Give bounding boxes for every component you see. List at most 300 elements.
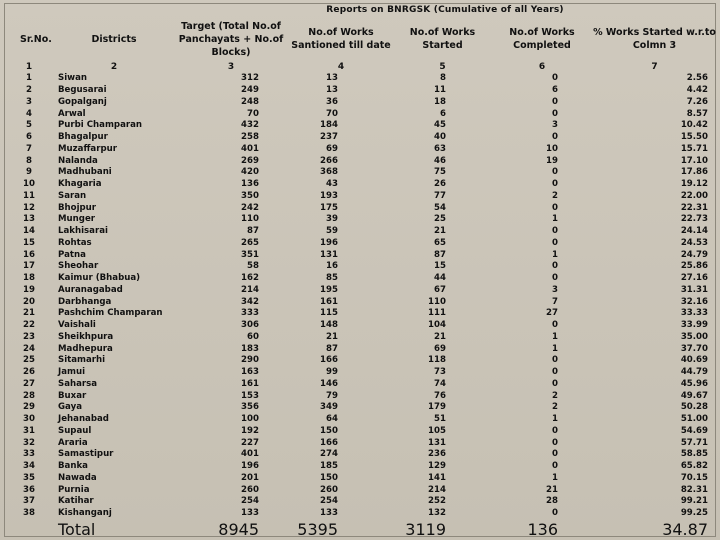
- cell-district: Patna: [58, 249, 86, 260]
- cell-completed: 0: [552, 132, 558, 143]
- col-number: 2: [110, 62, 118, 72]
- cell-sanctioned: 175: [320, 202, 338, 213]
- table-row: [4, 449, 716, 461]
- cell-sr-no: 18: [23, 273, 35, 284]
- cell-completed: 0: [552, 261, 558, 272]
- cell-district: Begusarai: [58, 85, 107, 96]
- cell-completed: 0: [552, 179, 558, 190]
- cell-pct-started: 35.00: [680, 331, 708, 342]
- cell-started: 76: [434, 390, 446, 401]
- cell-completed: 0: [552, 378, 558, 389]
- total-pct: 34.87: [662, 519, 708, 539]
- cell-sanctioned: 150: [320, 425, 338, 436]
- table-body: [4, 73, 716, 520]
- cell-sanctioned: 131: [320, 249, 338, 260]
- total-completed: 136: [527, 519, 558, 539]
- table-row: [4, 97, 716, 109]
- cell-target: 163: [241, 367, 259, 378]
- cell-sanctioned: 166: [320, 355, 338, 366]
- cell-pct-started: 19.12: [680, 179, 708, 190]
- cell-pct-started: 32.16: [680, 296, 708, 307]
- cell-started: 77: [434, 190, 446, 201]
- cell-district: Lakhisarai: [58, 226, 108, 237]
- cell-sanctioned: 254: [320, 496, 338, 507]
- cell-sanctioned: 13: [326, 85, 338, 96]
- cell-sr-no: 19: [23, 284, 35, 295]
- cell-sr-no: 6: [26, 132, 32, 143]
- cell-completed: 1: [552, 331, 558, 342]
- cell-sr-no: 33: [23, 449, 35, 460]
- cell-sanctioned: 184: [320, 120, 338, 131]
- cell-target: 356: [241, 402, 259, 413]
- cell-completed: 6: [552, 85, 558, 96]
- table-row: [4, 437, 716, 449]
- cell-started: 46: [434, 155, 446, 166]
- cell-completed: 19: [546, 155, 558, 166]
- cell-district: Katihar: [58, 496, 94, 507]
- cell-pct-started: 54.69: [680, 425, 708, 436]
- header-districts: Districts: [91, 33, 137, 45]
- cell-completed: 0: [552, 96, 558, 107]
- cell-pct-started: 25.86: [680, 261, 708, 272]
- cell-target: 133: [241, 508, 259, 519]
- cell-completed: 0: [552, 273, 558, 284]
- cell-completed: 3: [552, 120, 558, 131]
- cell-district: Auranagabad: [58, 284, 123, 295]
- cell-sanctioned: 166: [320, 437, 338, 448]
- cell-district: Buxar: [58, 390, 87, 401]
- cell-completed: 0: [552, 73, 558, 84]
- cell-district: Pashchim Champaran: [58, 308, 163, 319]
- cell-pct-started: 22.31: [680, 202, 708, 213]
- cell-sr-no: 24: [23, 343, 35, 354]
- cell-sanctioned: 185: [320, 461, 338, 472]
- cell-pct-started: 45.96: [680, 378, 708, 389]
- table-row: [4, 120, 716, 132]
- cell-started: 75: [434, 167, 446, 178]
- header-pct-started: % Works Started w.r.to Colmn 3: [593, 27, 716, 51]
- cell-started: 21: [434, 226, 446, 237]
- table-row: [4, 296, 716, 308]
- table-row: [4, 379, 716, 391]
- cell-completed: 0: [552, 355, 558, 366]
- bnrgsk-report-table: [4, 3, 716, 539]
- cell-pct-started: 49.67: [680, 390, 708, 401]
- cell-target: 254: [241, 496, 259, 507]
- header-row: [4, 17, 716, 61]
- cell-sanctioned: 39: [326, 214, 338, 225]
- cell-completed: 21: [546, 484, 558, 495]
- cell-target: 58: [247, 261, 259, 272]
- col-number: 5: [439, 62, 446, 72]
- cell-started: 141: [428, 472, 446, 483]
- cell-started: 214: [428, 484, 446, 495]
- cell-sanctioned: 59: [326, 226, 338, 237]
- cell-sanctioned: 150: [320, 472, 338, 483]
- cell-district: Darbhanga: [58, 296, 112, 307]
- cell-started: 74: [434, 378, 446, 389]
- cell-district: Bhagalpur: [58, 132, 108, 143]
- cell-target: 196: [241, 461, 259, 472]
- cell-sr-no: 23: [23, 331, 35, 342]
- cell-completed: 0: [552, 167, 558, 178]
- cell-sanctioned: 79: [326, 390, 338, 401]
- cell-target: 192: [241, 425, 259, 436]
- cell-district: Purnia: [58, 484, 90, 495]
- cell-target: 432: [241, 120, 259, 131]
- table-row: [4, 249, 716, 261]
- table-row: [4, 285, 716, 297]
- cell-district: Madhepura: [58, 343, 113, 354]
- cell-pct-started: 37.70: [680, 343, 708, 354]
- total-started: 3119: [405, 519, 446, 539]
- cell-pct-started: 44.79: [680, 367, 708, 378]
- cell-sanctioned: 196: [320, 237, 338, 248]
- cell-started: 45: [434, 120, 446, 131]
- cell-sanctioned: 99: [326, 367, 338, 378]
- cell-completed: 7: [552, 296, 558, 307]
- cell-sr-no: 5: [26, 120, 32, 131]
- cell-completed: 2: [552, 390, 558, 401]
- cell-sr-no: 34: [23, 461, 35, 472]
- cell-sr-no: 3: [26, 96, 32, 107]
- cell-target: 260: [241, 484, 259, 495]
- cell-started: 132: [428, 508, 446, 519]
- table-row: [4, 367, 716, 379]
- cell-started: 18: [434, 96, 446, 107]
- cell-started: 111: [428, 308, 446, 319]
- cell-pct-started: 22.00: [680, 190, 708, 201]
- cell-sanctioned: 146: [320, 378, 338, 389]
- table-row: [4, 273, 716, 285]
- cell-started: 87: [434, 249, 446, 260]
- cell-started: 6: [440, 108, 446, 119]
- cell-target: 248: [241, 96, 259, 107]
- cell-pct-started: 33.99: [680, 320, 708, 331]
- cell-district: Jehanabad: [58, 414, 109, 425]
- cell-started: 236: [428, 449, 446, 460]
- col-number: 4: [337, 62, 345, 72]
- cell-target: 161: [241, 378, 259, 389]
- col-number: 7: [651, 62, 658, 72]
- cell-completed: 10: [546, 143, 558, 154]
- cell-sr-no: 22: [23, 320, 35, 331]
- cell-sr-no: 28: [23, 390, 35, 401]
- cell-target: 60: [247, 331, 259, 342]
- cell-pct-started: 10.42: [680, 120, 708, 131]
- cell-target: 136: [241, 179, 259, 190]
- cell-pct-started: 99.25: [680, 508, 708, 519]
- table-row: [4, 202, 716, 214]
- cell-sr-no: 9: [26, 167, 32, 178]
- cell-district: Khagaria: [58, 179, 102, 190]
- cell-pct-started: 57.71: [680, 437, 708, 448]
- cell-started: 105: [428, 425, 446, 436]
- cell-sr-no: 13: [23, 214, 35, 225]
- cell-started: 26: [434, 179, 446, 190]
- table-row: [4, 167, 716, 179]
- cell-started: 67: [434, 284, 446, 295]
- cell-sr-no: 29: [23, 402, 35, 413]
- cell-target: 100: [241, 414, 259, 425]
- cell-pct-started: 17.10: [680, 155, 708, 166]
- cell-district: Nawada: [58, 472, 97, 483]
- cell-district: Sheohar: [58, 261, 99, 272]
- cell-sr-no: 4: [26, 108, 32, 119]
- cell-sanctioned: 87: [326, 343, 338, 354]
- cell-district: Arwal: [58, 108, 86, 119]
- cell-started: 8: [440, 73, 446, 84]
- cell-pct-started: 40.69: [680, 355, 708, 366]
- table-row: [4, 343, 716, 355]
- cell-sr-no: 11: [23, 190, 35, 201]
- cell-sr-no: 25: [23, 355, 35, 366]
- cell-target: 420: [241, 167, 259, 178]
- cell-pct-started: 8.57: [686, 108, 708, 119]
- cell-sanctioned: 36: [326, 96, 338, 107]
- cell-completed: 0: [552, 437, 558, 448]
- cell-district: Munger: [58, 214, 96, 225]
- table-row: [4, 214, 716, 226]
- table-row: [4, 108, 716, 120]
- cell-started: 118: [428, 355, 446, 366]
- table-row: [4, 73, 716, 85]
- cell-sanctioned: 237: [320, 132, 338, 143]
- cell-completed: 0: [552, 237, 558, 248]
- cell-district: Gaya: [58, 402, 82, 413]
- total-target: 8945: [218, 519, 259, 539]
- report-title-row: [4, 3, 716, 17]
- header-completed: No.of Works Completed: [509, 27, 575, 51]
- cell-pct-started: 99.21: [680, 496, 708, 507]
- cell-completed: 1: [552, 214, 558, 225]
- cell-pct-started: 31.31: [680, 284, 708, 295]
- cell-sanctioned: 260: [320, 484, 338, 495]
- cell-pct-started: 2.56: [686, 73, 708, 84]
- table-row: [4, 390, 716, 402]
- cell-target: 342: [241, 296, 259, 307]
- cell-district: Saharsa: [58, 378, 98, 389]
- cell-target: 201: [241, 472, 259, 483]
- cell-sr-no: 7: [26, 143, 32, 154]
- cell-sanctioned: 13: [326, 73, 338, 84]
- cell-started: 73: [434, 367, 446, 378]
- cell-district: Rohtas: [58, 237, 92, 248]
- cell-district: Saran: [58, 190, 87, 201]
- cell-sr-no: 17: [23, 261, 35, 272]
- cell-pct-started: 24.79: [680, 249, 708, 260]
- cell-sr-no: 35: [23, 472, 35, 483]
- header-started: No.of Works Started: [409, 27, 476, 51]
- header-sr-no: Sr.No.: [20, 33, 52, 45]
- table-row: [4, 155, 716, 167]
- cell-district: Kaimur (Bhabua): [58, 273, 141, 284]
- cell-sr-no: 10: [23, 179, 35, 190]
- cell-sr-no: 20: [23, 296, 35, 307]
- cell-completed: 0: [552, 367, 558, 378]
- table-row: [4, 508, 716, 520]
- cell-completed: 2: [552, 402, 558, 413]
- table-row: [4, 320, 716, 332]
- cell-district: Muzaffarpur: [58, 143, 117, 154]
- cell-target: 265: [241, 237, 259, 248]
- cell-sanctioned: 148: [320, 320, 338, 331]
- cell-district: Sheikhpura: [58, 331, 114, 342]
- cell-sr-no: 37: [23, 496, 35, 507]
- cell-target: 350: [241, 190, 259, 201]
- table-row: [4, 473, 716, 485]
- cell-target: 110: [241, 214, 259, 225]
- cell-pct-started: 65.82: [680, 461, 708, 472]
- cell-pct-started: 58.85: [680, 449, 708, 460]
- cell-started: 131: [428, 437, 446, 448]
- table-row: [4, 191, 716, 203]
- cell-started: 21: [434, 331, 446, 342]
- cell-pct-started: 7.26: [686, 96, 708, 107]
- cell-target: 312: [241, 73, 259, 84]
- cell-sanctioned: 70: [326, 108, 338, 119]
- column-number-row: [4, 61, 716, 73]
- table-row: [4, 226, 716, 238]
- col-number: 3: [227, 62, 235, 72]
- cell-target: 401: [241, 449, 259, 460]
- cell-completed: 1: [552, 472, 558, 483]
- cell-target: 87: [247, 226, 259, 237]
- cell-target: 249: [241, 85, 259, 96]
- cell-pct-started: 27.16: [680, 273, 708, 284]
- cell-started: 69: [434, 343, 446, 354]
- cell-pct-started: 50.28: [680, 402, 708, 413]
- cell-completed: 1: [552, 249, 558, 260]
- cell-completed: 0: [552, 108, 558, 119]
- cell-sanctioned: 16: [326, 261, 338, 272]
- cell-pct-started: 4.42: [686, 85, 708, 96]
- col-number: 6: [538, 62, 546, 72]
- cell-sr-no: 1: [26, 73, 32, 84]
- cell-completed: 1: [552, 414, 558, 425]
- table-row: [4, 496, 716, 508]
- cell-started: 252: [428, 496, 446, 507]
- cell-sr-no: 21: [23, 308, 35, 319]
- cell-sr-no: 8: [26, 155, 32, 166]
- table-row: [4, 414, 716, 426]
- table-row: [4, 179, 716, 191]
- cell-pct-started: 22.73: [680, 214, 708, 225]
- cell-completed: 0: [552, 449, 558, 460]
- cell-pct-started: 17.86: [680, 167, 708, 178]
- cell-pct-started: 24.14: [680, 226, 708, 237]
- cell-district: Jamui: [58, 367, 86, 378]
- cell-pct-started: 15.71: [680, 143, 708, 154]
- cell-district: Araria: [58, 437, 88, 448]
- cell-sr-no: 38: [23, 508, 35, 519]
- cell-district: Madhubani: [58, 167, 112, 178]
- cell-sr-no: 36: [23, 484, 35, 495]
- cell-target: 290: [241, 355, 259, 366]
- cell-target: 214: [241, 284, 259, 295]
- cell-district: Purbi Champaran: [58, 120, 143, 131]
- cell-sr-no: 2: [26, 85, 32, 96]
- header-target: Target (Total No.of Panchayats + No.of Blocks): [178, 20, 284, 58]
- cell-sanctioned: 85: [326, 273, 338, 284]
- table-row: [4, 355, 716, 367]
- table-row: [4, 85, 716, 97]
- cell-district: Kishanganj: [58, 508, 112, 519]
- cell-sr-no: 32: [23, 437, 35, 448]
- cell-target: 401: [241, 143, 259, 154]
- cell-started: 54: [434, 202, 446, 213]
- cell-completed: 0: [552, 425, 558, 436]
- cell-sanctioned: 64: [326, 414, 338, 425]
- cell-completed: 0: [552, 320, 558, 331]
- cell-district: Nalanda: [58, 155, 98, 166]
- table-row: [4, 261, 716, 273]
- cell-sanctioned: 43: [326, 179, 338, 190]
- cell-pct-started: 24.53: [680, 237, 708, 248]
- cell-sr-no: 30: [23, 414, 35, 425]
- table-row: [4, 238, 716, 250]
- cell-sr-no: 27: [23, 378, 35, 389]
- cell-started: 44: [434, 273, 446, 284]
- table-row: [4, 308, 716, 320]
- cell-started: 15: [434, 261, 446, 272]
- cell-sanctioned: 21: [326, 331, 338, 342]
- cell-target: 258: [241, 132, 259, 143]
- report-title: Reports on BNRGSK (Cumulative of all Years): [326, 5, 564, 15]
- cell-started: 179: [428, 402, 446, 413]
- cell-district: Banka: [58, 461, 88, 472]
- cell-target: 269: [241, 155, 259, 166]
- cell-sr-no: 31: [23, 425, 35, 436]
- cell-district: Bhojpur: [58, 202, 97, 213]
- table-row: [4, 426, 716, 438]
- cell-target: 351: [241, 249, 259, 260]
- cell-target: 183: [241, 343, 259, 354]
- cell-district: Vaishali: [58, 320, 96, 331]
- cell-pct-started: 15.50: [680, 132, 708, 143]
- total-row: [4, 520, 716, 539]
- total-sanctioned: 5395: [297, 519, 338, 539]
- cell-sanctioned: 161: [320, 296, 338, 307]
- cell-pct-started: 70.15: [680, 472, 708, 483]
- cell-completed: 28: [546, 496, 558, 507]
- cell-district: Gopalganj: [58, 96, 107, 107]
- cell-started: 25: [434, 214, 446, 225]
- col-number: 1: [25, 62, 33, 72]
- cell-district: Sitamarhi: [58, 355, 106, 366]
- cell-pct-started: 82.31: [680, 484, 708, 495]
- cell-sanctioned: 195: [320, 284, 338, 295]
- cell-district: Samastipur: [58, 449, 114, 460]
- cell-started: 63: [434, 143, 446, 154]
- cell-completed: 3: [552, 284, 558, 295]
- cell-sr-no: 16: [23, 249, 35, 260]
- cell-completed: 27: [546, 308, 558, 319]
- cell-sanctioned: 115: [320, 308, 338, 319]
- total-label: Total: [58, 519, 96, 539]
- cell-started: 110: [428, 296, 446, 307]
- table-row: [4, 332, 716, 344]
- cell-completed: 1: [552, 343, 558, 354]
- cell-district: Supaul: [58, 425, 92, 436]
- cell-started: 51: [434, 414, 446, 425]
- table-row: [4, 461, 716, 473]
- cell-completed: 2: [552, 190, 558, 201]
- cell-target: 153: [241, 390, 259, 401]
- cell-sanctioned: 349: [320, 402, 338, 413]
- cell-sr-no: 15: [23, 237, 35, 248]
- cell-sanctioned: 193: [320, 190, 338, 201]
